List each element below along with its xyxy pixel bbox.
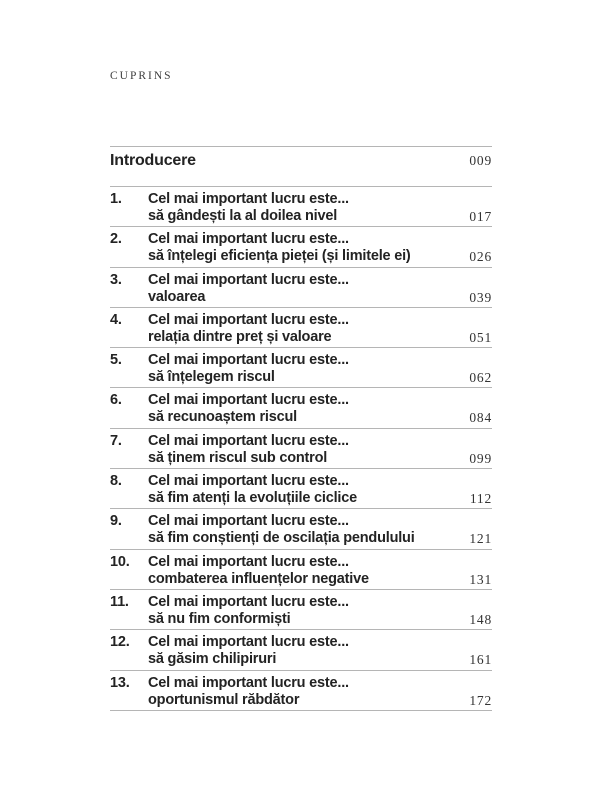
toc-entry-title-line2: combaterea influențelor negative (148, 570, 369, 587)
toc-entry-3 (110, 267, 492, 307)
toc-entry-page-number: 026 (469, 249, 492, 265)
toc-entry-1 (110, 186, 492, 226)
toc-entry-number: 1. (110, 191, 122, 207)
toc-entry-number: 9. (110, 513, 122, 530)
toc-entry-page-number: 084 (469, 410, 492, 426)
toc-entry-title-line2: valoarea (148, 288, 206, 305)
toc-entry-page-number: 121 (469, 531, 492, 547)
toc-entry-12 (110, 629, 492, 669)
toc-entry-title-line1: Cel mai important lucru este... (148, 553, 349, 570)
toc-entry-page-number: 017 (469, 209, 492, 224)
toc-entry-page-number: 099 (469, 450, 492, 466)
toc-bottom-rule (110, 710, 492, 711)
toc-entry-number: 6. (110, 392, 122, 409)
toc-entry-title-line1: Cel mai important lucru este... (148, 352, 349, 369)
toc-entry-title-line1: Cel mai important lucru este... (148, 674, 349, 691)
toc-entry-title-line2: să înțelegi eficiența pieței (și limitele ei) (148, 248, 411, 265)
toc-entry-title-line1: Cel mai important lucru este... (148, 231, 349, 248)
toc-entry-number: 12. (110, 634, 130, 651)
toc-intro-row (110, 146, 492, 186)
toc-entry-5 (110, 347, 492, 387)
toc-entry-10 (110, 549, 492, 589)
toc-entry-title-line1: Cel mai important lucru este... (148, 392, 349, 409)
toc-entry-number: 2. (110, 231, 122, 248)
toc-entry-11 (110, 589, 492, 629)
toc-entry-title-line1: Cel mai important lucru este... (148, 593, 349, 610)
toc-entry-title-line2: să ținem riscul sub control (148, 449, 328, 466)
toc-entry-title-line1: Cel mai important lucru este... (148, 311, 349, 328)
toc-entry-page-number: 172 (469, 692, 492, 708)
toc-entry-page-number: 131 (469, 571, 492, 587)
toc-entry-title-line2: să găsim chilipiruri (148, 651, 277, 668)
toc-entry-page-number: 051 (469, 329, 492, 345)
toc-entry-number: 11. (110, 593, 129, 610)
toc-entry-number: 4. (110, 311, 122, 328)
toc-entry-6 (110, 387, 492, 427)
toc-entry-number: 8. (110, 473, 122, 490)
table-of-contents (110, 146, 492, 711)
toc-entry-9 (110, 508, 492, 548)
toc-intro-page-number: 009 (469, 153, 492, 168)
toc-entry-page-number: 112 (469, 491, 492, 507)
toc-entry-title-line1: Cel mai important lucru este... (148, 473, 349, 490)
toc-entry-page-number: 039 (469, 289, 492, 305)
toc-entry-number: 10. (110, 553, 130, 570)
toc-entry-title-line1: Cel mai important lucru este... (148, 513, 349, 530)
toc-entry-page-number: 148 (469, 611, 492, 627)
toc-entry-7 (110, 428, 492, 468)
toc-entry-13 (110, 670, 492, 710)
toc-entry-number: 7. (110, 432, 122, 449)
toc-entry-title-line2: să gândești la al doilea nivel (148, 208, 338, 224)
toc-entry-title-line1: Cel mai important lucru este... (148, 271, 349, 288)
toc-entry-title-line2: să nu fim conformiști (148, 610, 291, 627)
toc-entry-4 (110, 307, 492, 347)
toc-entry-title-line2: relația dintre preț și valoare (148, 328, 332, 345)
toc-entry-title-line2: să fim atenți la evoluțiile ciclice (148, 490, 357, 507)
toc-entry-title-line1: Cel mai important lucru este... (148, 432, 349, 449)
toc-entry-number: 5. (110, 352, 122, 369)
toc-entry-page-number: 161 (469, 652, 492, 668)
page-kicker: CUPRINS (110, 70, 173, 82)
toc-entry-title-line2: să recunoaștem riscul (148, 409, 297, 426)
toc-intro-title: Introducere (110, 152, 196, 169)
toc-entry-number: 3. (110, 271, 122, 288)
toc-entry-number: 13. (110, 674, 130, 691)
toc-entry-title-line1: Cel mai important lucru este... (148, 191, 349, 207)
toc-entry-8 (110, 468, 492, 508)
toc-entry-title-line2: să înțelegem riscul (148, 369, 275, 386)
toc-entry-title-line2: oportunismul răbdător (148, 691, 300, 708)
toc-entry-title-line2: să fim conștienți de oscilația pendulului (148, 530, 415, 547)
toc-entry-2 (110, 226, 492, 266)
toc-entry-page-number: 062 (469, 370, 492, 386)
toc-entry-title-line1: Cel mai important lucru este... (148, 634, 349, 651)
